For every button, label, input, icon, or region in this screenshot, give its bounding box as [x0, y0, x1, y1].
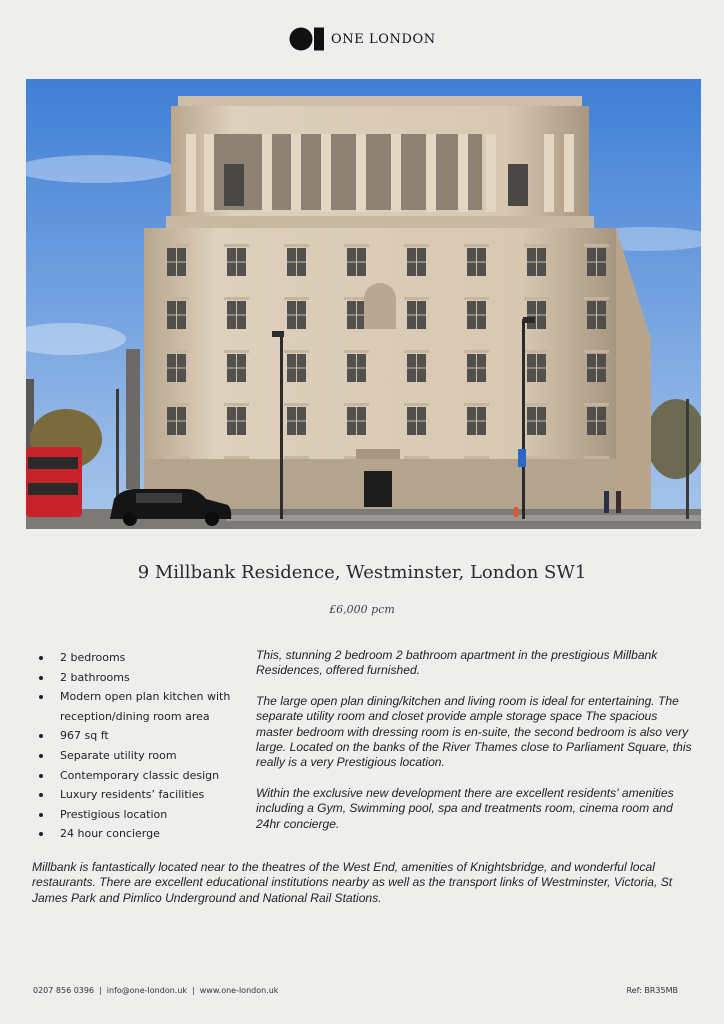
feature-item: Contemporary classic design: [36, 766, 241, 786]
brand-name: ONE LONDON: [331, 31, 436, 47]
description-paragraph: This, stunning 2 bedroom 2 bathroom apartment in the prestigious Millbank Residences, offered furnished.: [256, 648, 658, 678]
footer-separator: |: [192, 986, 195, 995]
listing-title: 9 Millbank Residence, Westminster, London SW1: [137, 562, 587, 583]
feature-item: Luxury residents’ facilities: [36, 785, 241, 805]
feature-item: Modern open plan kitchen with reception/dining room area: [36, 687, 241, 726]
features-list: [36, 648, 241, 844]
footer-phone[interactable]: 0207 856 0396: [33, 986, 95, 995]
one-london-logo-icon: [289, 27, 325, 51]
feature-item: Separate utility room: [36, 746, 241, 766]
location-description: Millbank is fantastically located near to the theatres of the West End, amenities of Knightsbridge, and wonderful local restaurants. There are excellent educational institutions nearby as well as the transport links of Westminster, Victoria, St James Park and Pimlico Underground and National Rail Stations.: [32, 860, 673, 905]
description-paragraph: The large open plan dining/kitchen and living room is ideal for entertaining. The separate utility room and closet provide ample storage space The spacious master bedroom with dressing room is en-suite, the second bedroom is also very large. Located on the banks of the River Thames close to Parliament Square, this really is a very Prestigious location.: [256, 693, 692, 770]
description-paragraph: Within the exclusive new development there are excellent residents' amenities including a Gym, Swimming pool, spa and treatments room, cinema room and 24hr concierge.: [256, 785, 674, 831]
footer-website[interactable]: www.one-london.uk: [199, 986, 279, 995]
brand-logo[interactable]: [289, 27, 436, 51]
property-photo: [26, 79, 701, 529]
feature-item: 2 bedrooms: [36, 648, 241, 668]
feature-item: 2 bathrooms: [36, 668, 241, 688]
feature-item: 24 hour concierge: [36, 824, 241, 844]
footer-separator: |: [99, 986, 102, 995]
feature-item: Prestigious location: [36, 805, 241, 825]
footer-contacts: [33, 986, 278, 995]
feature-item: 967 sq ft: [36, 726, 241, 746]
footer-reference: Ref: BR35MB: [626, 986, 678, 995]
property-description: [256, 648, 696, 847]
footer: [33, 986, 678, 995]
footer-email[interactable]: info@one-london.uk: [106, 986, 188, 995]
listing-price: £6,000 pcm: [329, 603, 395, 616]
building-illustration: [26, 79, 701, 529]
